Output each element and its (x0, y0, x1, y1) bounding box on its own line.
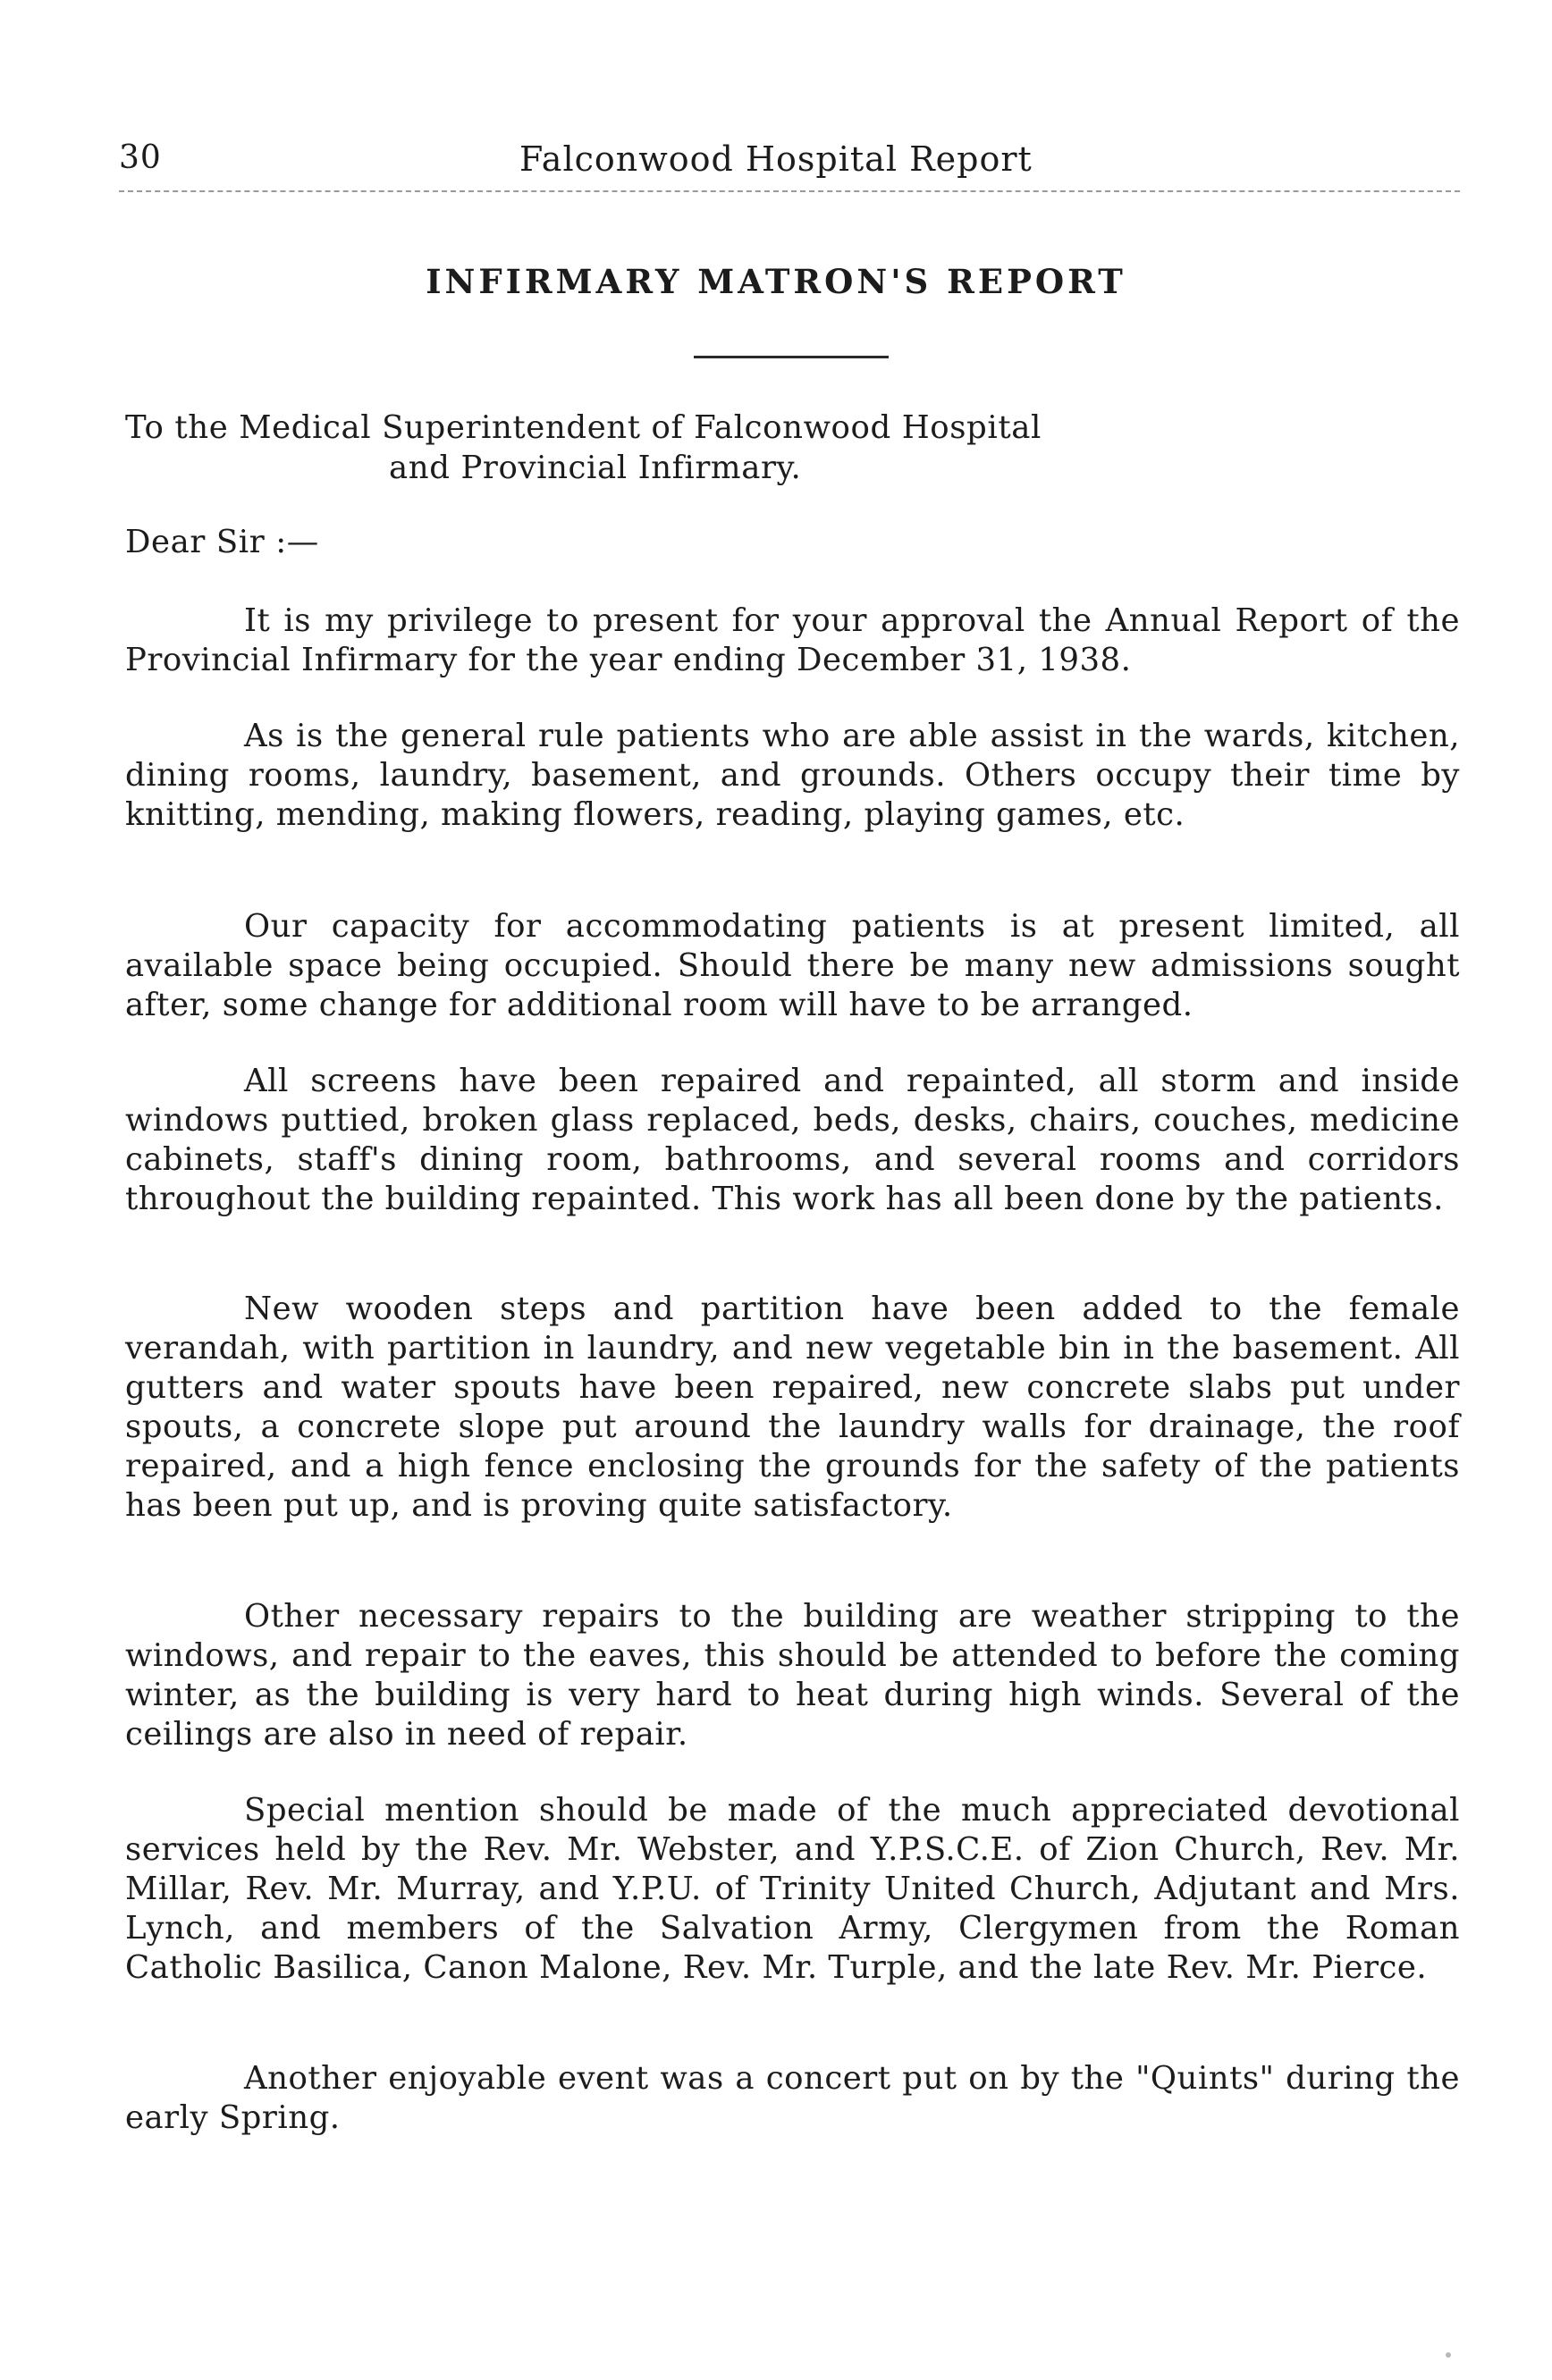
paragraph-patient-work: As is the general rule patients who are able assist in the wards, kitchen, dining rooms, laundry, basement, and grounds. Others occupy their time by knitting, mending, making flowers, reading, playing games, etc. (125, 718, 1460, 833)
addressee-line-2: and Provincial Infirmary. (389, 450, 802, 486)
paragraph-services: Special mention should be made of the much appreciated devotional services held by the Rev. Mr. Webster, and Y.P.S.C.E. of Zion Church, Rev. Mr. Millar, Rev. Mr. Murray, and Y.P.U. of Trinity United Church, Adjutant and Mrs. Lynch, and members of the Salvation Army, Clergymen from the Roman Catholic Basilica, Canon Malone, Rev. Mr. Turple, and the late Rev. Mr. Pierce. (125, 1792, 1460, 1986)
section-title: INFIRMARY MATRON'S REPORT (426, 262, 1126, 301)
paragraph-repairs-needed: Other necessary repairs to the building are weather stripping to the windows, and repair to the eaves, this should be attended to before the coming winter, as the building is very hard to heat during high winds. Several of the ceilings are also in need of repair. (125, 1598, 1460, 1753)
salutation: Dear Sir :— (125, 524, 319, 560)
title-rule (694, 356, 889, 358)
running-title: Falconwood Hospital Report (519, 139, 1033, 179)
paragraph-additions: New wooden steps and partition have been added to the female verandah, with partition in laundry, and new vegetable bin in the basement. All gutters and water spouts have been repaired, new concrete slabs put under spouts, a concrete slope put around the laundry walls for drainage, the roof repaired, and a high fence enclosing the grounds for the safety of the patients has been put up, and is proving quite satisfactory. (125, 1291, 1460, 1524)
paragraph-concert: Another enjoyable event was a concert put on by the "Quints" during the early Spring. (125, 2060, 1460, 2136)
running-header (119, 134, 1460, 188)
page-number: 30 (119, 139, 162, 176)
paragraph-privilege: It is my privilege to present for your approval the Annual Report of the Provincial Infirmary for the year ending December 31, 1938. (125, 602, 1460, 678)
addressee-line-1: To the Medical Superintendent of Falconwood Hospital (125, 409, 1042, 446)
paragraph-capacity: Our capacity for accommodating patients is at present limited, all available space being occupied. Should there be many new admissions sought after, some change for additional room will have to be arranged. (125, 908, 1460, 1023)
paragraph-repairs-done: All screens have been repaired and repainted, all storm and inside windows puttied, broken glass replaced, beds, desks, chairs, couches, medicine cabinets, staff's dining room, bathrooms, and several rooms and corridors throughout the building repainted. This work has all been done by the patients. (125, 1063, 1460, 1217)
header-rule (119, 190, 1460, 192)
paper-speck (1446, 2352, 1451, 2358)
